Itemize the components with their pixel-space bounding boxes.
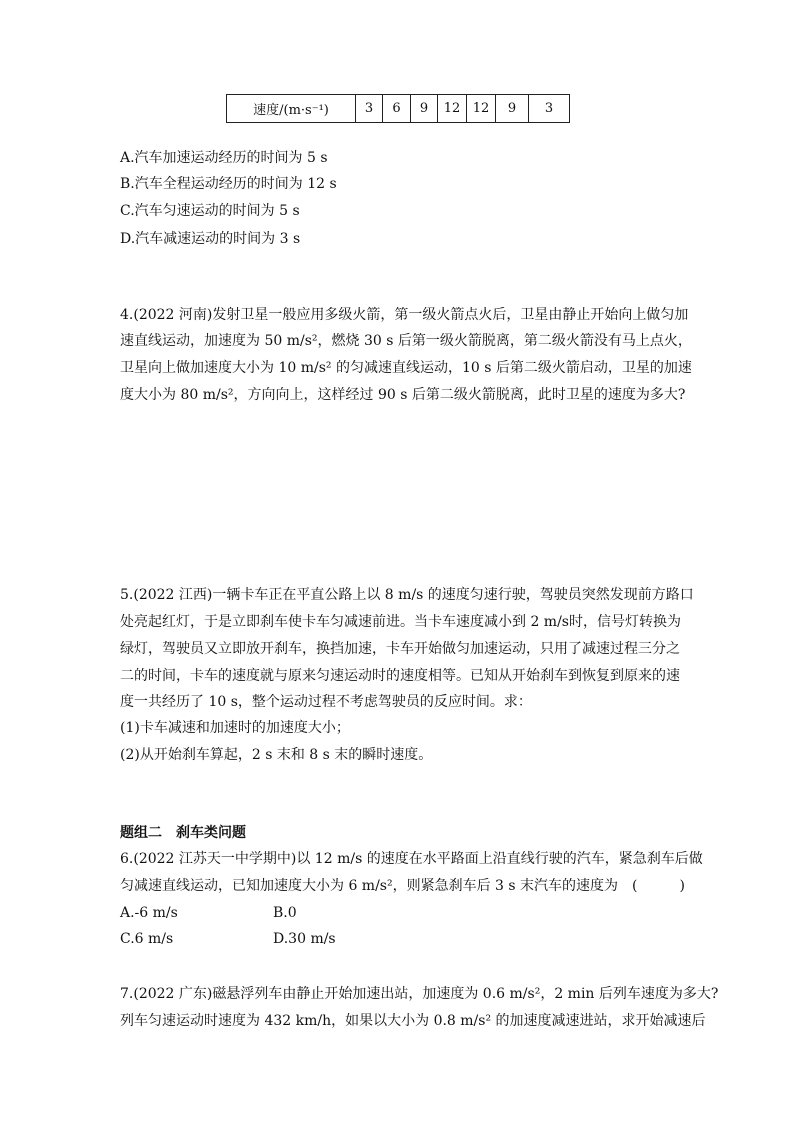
q5-line-4: 二的时间，卡车的速度就与原来匀速运动时的速度相等。已知从开始刹车到恢复到原来的速	[120, 668, 680, 684]
table-row	[227, 95, 570, 123]
q5-line-5: 度一共经历了 10 s，整个运动过程不考虑驾驶员的反应时间。求：	[120, 694, 532, 710]
table-cell: 9	[496, 95, 529, 123]
q6-line-2: 匀减速直线运动，已知加速度大小为 6 m/s²，则紧急刹车后 3 s 末汽车的速度为 ( )	[120, 878, 685, 894]
q3-option-b: B.汽车全程运动经历的时间为 12 s	[120, 176, 337, 192]
speed-table	[226, 94, 570, 123]
q7-line-1: 7.(2022 广东)磁悬浮列车由静止开始加速出站，加速度为 0.6 m/s²，2 min 后列车速度为多大?	[120, 986, 719, 1002]
q5-line-1: 5.(2022 江西)一辆卡车正在平直公路上以 8 m/s 的速度匀速行驶，驾驶员突然发现前方路口	[120, 587, 694, 603]
q6-option-a: A.-6 m/s	[120, 905, 178, 921]
q5-sub-1: (1)卡车减速和加速时的加速度大小；	[120, 720, 350, 736]
table-cell: 9	[411, 95, 438, 123]
q6-option-c: C.6 m/s	[120, 931, 174, 947]
q4-line-4: 度大小为 80 m/s²，方向向上，这样经过 90 s 后第二级火箭脱离，此时卫星的速度为多大?	[120, 387, 686, 403]
q4-line-2: 速直线运动，加速度为 50 m/s²，燃烧 30 s 后第一级火箭脱离，第二级火箭没有马上点火，	[120, 333, 692, 349]
q6-option-b: B.0	[273, 905, 297, 921]
q7-line-2: 列车匀速运动时速度为 432 km/h，如果以大小为 0.8 m/s² 的加速度减速进站，求开始减速后	[120, 1013, 706, 1029]
table-cell: 12	[467, 95, 496, 123]
q5-line-2: 处亮起红灯，于是立即刹车使卡车匀减速前进。当卡车速度减小到 2 m/s时，信号灯转换为	[120, 614, 681, 630]
table-cell: 3	[529, 95, 570, 123]
table-header-cell: 速度/(m·s⁻¹)	[227, 95, 356, 123]
q3-option-c: C.汽车匀速运动的时间为 5 s	[120, 203, 300, 219]
q5-line-3: 绿灯，驾驶员又立即放开刹车，换挡加速，卡车开始做匀加速运动，只用了减速过程三分之	[120, 641, 680, 657]
q6-line-1: 6.(2022 江苏天一中学期中)以 12 m/s 的速度在水平路面上沿直线行驶的汽车，紧急刹车后做	[120, 851, 703, 867]
q6-option-d: D.30 m/s	[273, 931, 336, 947]
table-cell: 3	[356, 95, 383, 123]
q3-option-a: A.汽车加速运动经历的时间为 5 s	[120, 150, 328, 166]
table-cell: 12	[438, 95, 467, 123]
group2-heading: 题组二 刹车类问题	[120, 825, 246, 841]
q4-line-3: 卫星向上做加速度大小为 10 m/s² 的匀减速直线运动，10 s 后第二级火箭启动，卫星的加速	[120, 360, 692, 376]
q3-option-d: D.汽车减速运动的时间为 3 s	[120, 231, 301, 247]
table-cell: 6	[383, 95, 411, 123]
q4-line-1: 4.(2022 河南)发射卫星一般应用多级火箭，第一级火箭点火后，卫星由静止开始向上做匀加	[120, 307, 689, 323]
q5-sub-2: (2)从开始刹车算起，2 s 末和 8 s 末的瞬时速度。	[120, 747, 433, 763]
